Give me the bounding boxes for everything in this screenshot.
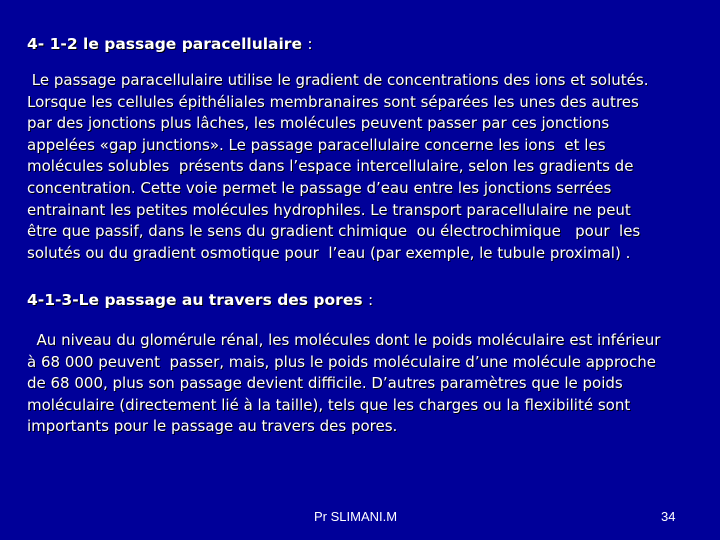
- section-heading-pores: [27, 291, 373, 309]
- paragraph-line: entrainant les petites molécules hydrophiles. Le transport paracellulaire ne peut: [27, 200, 631, 219]
- section-heading-colon: :: [367, 291, 374, 309]
- section-heading-text: 4-1-3-Le passage au travers des pores: [27, 291, 363, 309]
- paragraph-line: être que passif, dans le sens du gradient chimique ou électrochimique pour les: [27, 222, 641, 241]
- section-heading-paracellular: [27, 35, 313, 53]
- paragraph-line: appelées «gap junctions». Le passage paracellulaire concerne les ions et les: [27, 135, 606, 154]
- footer-author: Pr SLIMANI.M: [314, 509, 398, 524]
- paragraph-line: moléculaire (directement lié à la taille), tels que les charges ou la flexibilité sont: [27, 395, 631, 414]
- paragraph-line: importants pour le passage au travers des pores.: [27, 417, 398, 436]
- paragraph-pores: [27, 330, 699, 438]
- paragraph-line: Le passage paracellulaire utilise le gradient de concentrations des ions et solutés.: [27, 71, 649, 89]
- paragraph-line: par des jonctions plus lâches, les molécules peuvent passer par ces jonctions: [27, 114, 610, 133]
- paragraph-line: Au niveau du glomérule rénal, les molécules dont le poids moléculaire est inférieur: [27, 331, 661, 349]
- paragraph-paracellular: [27, 70, 699, 264]
- paragraph-line: Lorsque les cellules épithéliales membranaires sont séparées les unes des autres: [27, 92, 639, 111]
- paragraph-line: molécules solubles présents dans l’espace intercellulaire, selon les gradients de: [27, 157, 634, 176]
- paragraph-line: solutés ou du gradient osmotique pour l’eau (par exemple, le tubule proximal) .: [27, 243, 631, 262]
- section-heading-text: 4- 1-2 le passage paracellulaire: [27, 35, 302, 53]
- section-heading-colon: :: [307, 35, 313, 53]
- paragraph-line: concentration. Cette voie permet le passage d’eau entre les jonctions serrées: [27, 178, 612, 197]
- page-number: 34: [661, 509, 676, 524]
- paragraph-line: à 68 000 peuvent passer, mais, plus le poids moléculaire d’une molécule approche: [27, 352, 656, 371]
- paragraph-line: de 68 000, plus son passage devient difficile. D’autres paramètres que le poids: [27, 374, 623, 393]
